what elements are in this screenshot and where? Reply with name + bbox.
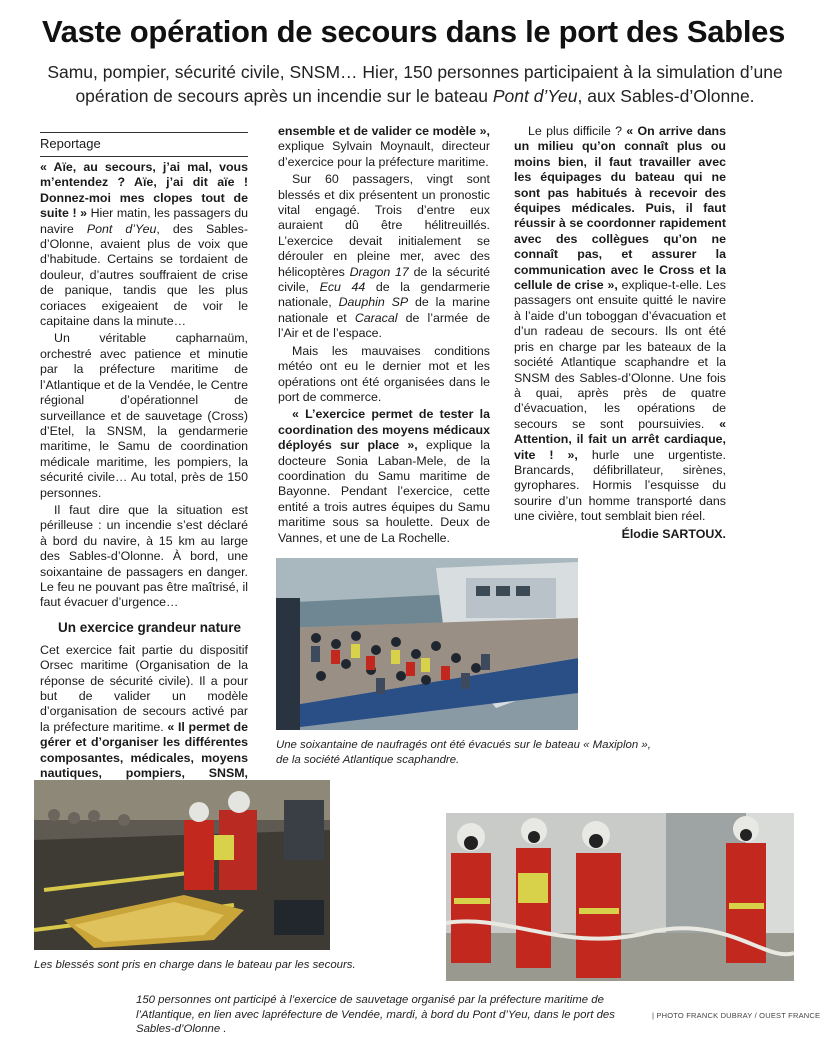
- paragraph: Sur 60 passagers, vingt sont blessés et dix présentent un pronostic vital engagé. Trois d’entre eux auraient dû être hélitreuillés. L’exercice devait initialement se dérouler en pleine mer, avec des hélicoptères Dragon 17 de la sécurité civile, Ecu 44 de la gendarmerie nationale, Dauphin SP de la marine nationale et Caracal de l’armée de l’Air et de l’espace.: [278, 172, 490, 341]
- subheading: Un exercice grandeur nature: [58, 619, 242, 635]
- column-2: [278, 124, 490, 546]
- photo-credit: | PHOTO FRANCK DUBRAY / OUEST FRANCE: [652, 1011, 821, 1020]
- bottom-caption: 150 personnes ont participé à l’exercice de sauvetage organisé par la préfecture maritime de l’Atlantique, en lien avec lapréfecture de Vendée, mardi, à bord du Pont d’Yeu, dans le port des Sables-d’Olonne .: [136, 994, 615, 1035]
- paragraph: Le plus difficile ? « On arrive dans un milieu qu’on connaît plus ou moins bien, il faut travailler avec les équipages du bateau qui ne sont pas habitués à recevoir des équipes médicales. Puis, il faut réussir à se coordonner rapidement avec des collègues qu’on ne connaît pas, et assurer la communication avec le Cross et la cellule de crise », explique-t-elle. Les passagers ont ensuite quitté le navire à l’aide d’un toboggan d’évacuation et d’un radeau de secours. Ils ont été pris en charge par les bateaux de la société Atlantique scaphandre et la SNSM des Sables-d’Olonne. Une fois à quai, après près de quatre d’évacuation, les opérations de secours se sont poursuivies. « Attention, il fait un arrêt cardiaque, vite ! », hurle une urgentiste. Brancards, défibrillateur, sirènes, gyrophares. Hormis l’esquisse du sourire d’un homme transporté dans une civière, tout semblait bien réel.: [514, 124, 726, 524]
- article-headline: Vaste opération de secours dans le port des Sables: [41, 14, 786, 49]
- injured-photo-caption: Les blessés sont pris en charge dans le bateau par les secours.: [34, 959, 356, 971]
- boat-photo-caption: Une soixantaine de naufragés ont été évacués sur le bateau « Maxiplon », de la société Atlantique scaphandre.: [276, 739, 651, 766]
- paragraph: Cet exercice fait partie du dispositif Orsec maritime (Organisation de la réponse de sécurité civile). Il a pour but de valider un modèle d’organisation de secours activé par la préfecture maritime. « Il permet de gérer et d’organiser les différentes composantes, médicales, moyens nautiques, pompiers, SNSM,: [40, 642, 248, 781]
- boat-photo: [276, 558, 578, 730]
- column-1: [40, 132, 248, 828]
- paragraph: ensemble et de valider ce modèle », explique Sylvain Moynault, directeur d’exercice pour la préfecture maritime.: [278, 124, 490, 169]
- paragraph: Mais les mauvaises conditions météo ont eu le dernier mot et les opérations ont été organisées dans le port de commerce.: [278, 343, 490, 404]
- firefighters-photo: [446, 813, 794, 981]
- article-lead: Samu, pompier, sécurité civile, SNSM… Hier, 150 personnes participaient à la simulation d’une opération de secours après un incendie sur le bateau Pont d’Yeu, aux Sables-d’Olonne.: [47, 62, 783, 106]
- author-signature: Élodie SARTOUX.: [621, 526, 726, 541]
- section-label: Reportage: [40, 132, 248, 157]
- injured-photo: [34, 780, 330, 950]
- column-3: [514, 124, 726, 542]
- paragraph: « Aïe, au secours, j’ai mal, vous m’entendez ? Aïe, j’ai dit aïe ! Donnez-moi mes clopes tout de suite ! » Hier matin, les passagers du navire Pont d’Yeu, des Sables-d’Olonne, avaient plus de voix que d’habitude. Certains se tordaient de douleur, d’autres souffraient de crise de panique, tandis que les plus coriaces exigeaient de voir le capitaine dans la minute…: [40, 160, 248, 329]
- paragraph: « L’exercice permet de tester la coordination des moyens médicaux déployés sur place », explique la docteure Sonia Laban-Mele, de la coordination du Samu maritime de Bayonne. Pendant l’exercice, cette entité a trois autres équipes du Samu maritime sous sa houlette. Deux de Vannes, et une de La Rochelle.: [278, 407, 491, 545]
- paragraph: Un véritable capharnaüm, orchestré avec patience et minutie par la préfecture maritime de l’Atlantique et de la Vendée, le Centre régional d’opérationnel de surveillance et de sauvetage (Cross) d’Etel, la SNSM, la gendarmerie maritime, le Samu de coordination médicale maritime, les pompiers, la sécurité civile… Au total, près de 150 personnes.: [40, 331, 248, 500]
- paragraph: Il faut dire que la situation est périlleuse : un incendie s’est déclaré à bord du navire, à 15 km au large des Sables-d’Olonne. À bord, une soixantaine de passagers en danger. Le feu ne pouvant pas être maîtrisé, il faut évacuer d’urgence…: [40, 502, 248, 610]
